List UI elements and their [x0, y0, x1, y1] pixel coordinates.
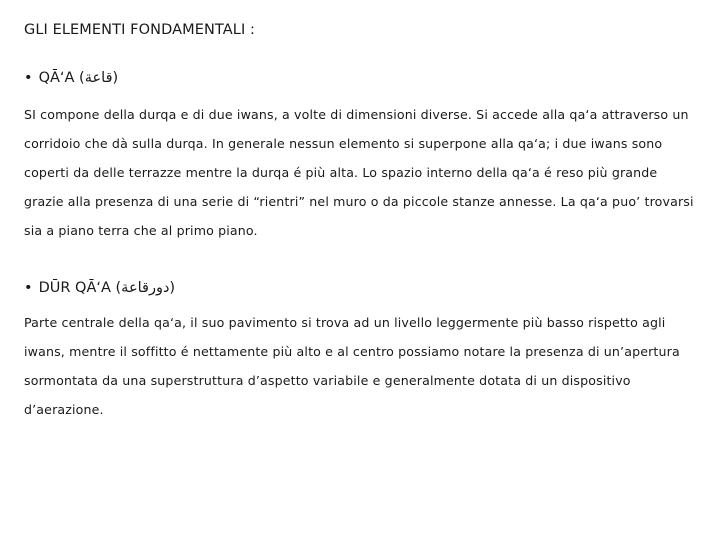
- section-heading-dur-qaa: [24, 280, 175, 296]
- heading-open-paren: (: [79, 70, 85, 86]
- slide-title: GLI ELEMENTI FONDAMENTALI :: [24, 22, 256, 38]
- bullet-icon: •: [24, 70, 33, 86]
- heading-open-paren: (: [115, 280, 122, 296]
- heading-arabic: قاعة: [84, 70, 113, 86]
- section-text-dur-qaa: Parte centrale della qa‘a, il suo pavimento si trova ad un livello leggermente più basso rispetto agli iwans, mentre il soffitto é nettamente più alto e al centro possiamo notare la presenza di un’apertura sormontata da una superstruttura d’aspetto variabile e generalmente dotata di un dispositivo d’aerazione.: [24, 315, 680, 417]
- section-text-qaa: SI compone della durqa e di due iwans, a volte di dimensioni diverse. Si accede alla qa‘a attraverso un corridoio che dà sulla durqa. In generale nessun elemento si superpone alla qa‘a; i due iwans sono coperti da delle terrazze mentre la durqa é più alta. Lo spazio interno della qa‘a é reso più grande grazie alla presenza di una serie di “rientri” nel muro o da piccole stanze annesse. La qa‘a puo’ trovarsi sia a piano terra che al primo piano.: [24, 107, 694, 238]
- heading-latin: QĀʻA: [38, 70, 75, 86]
- section-heading-qaa: [24, 70, 118, 86]
- bullet-icon: •: [24, 280, 33, 296]
- heading-arabic: دورقاعة: [121, 280, 170, 296]
- heading-latin: DŪR QĀʻA: [38, 280, 111, 296]
- heading-close-paren: ): [112, 70, 119, 86]
- heading-close-paren: ): [169, 280, 176, 296]
